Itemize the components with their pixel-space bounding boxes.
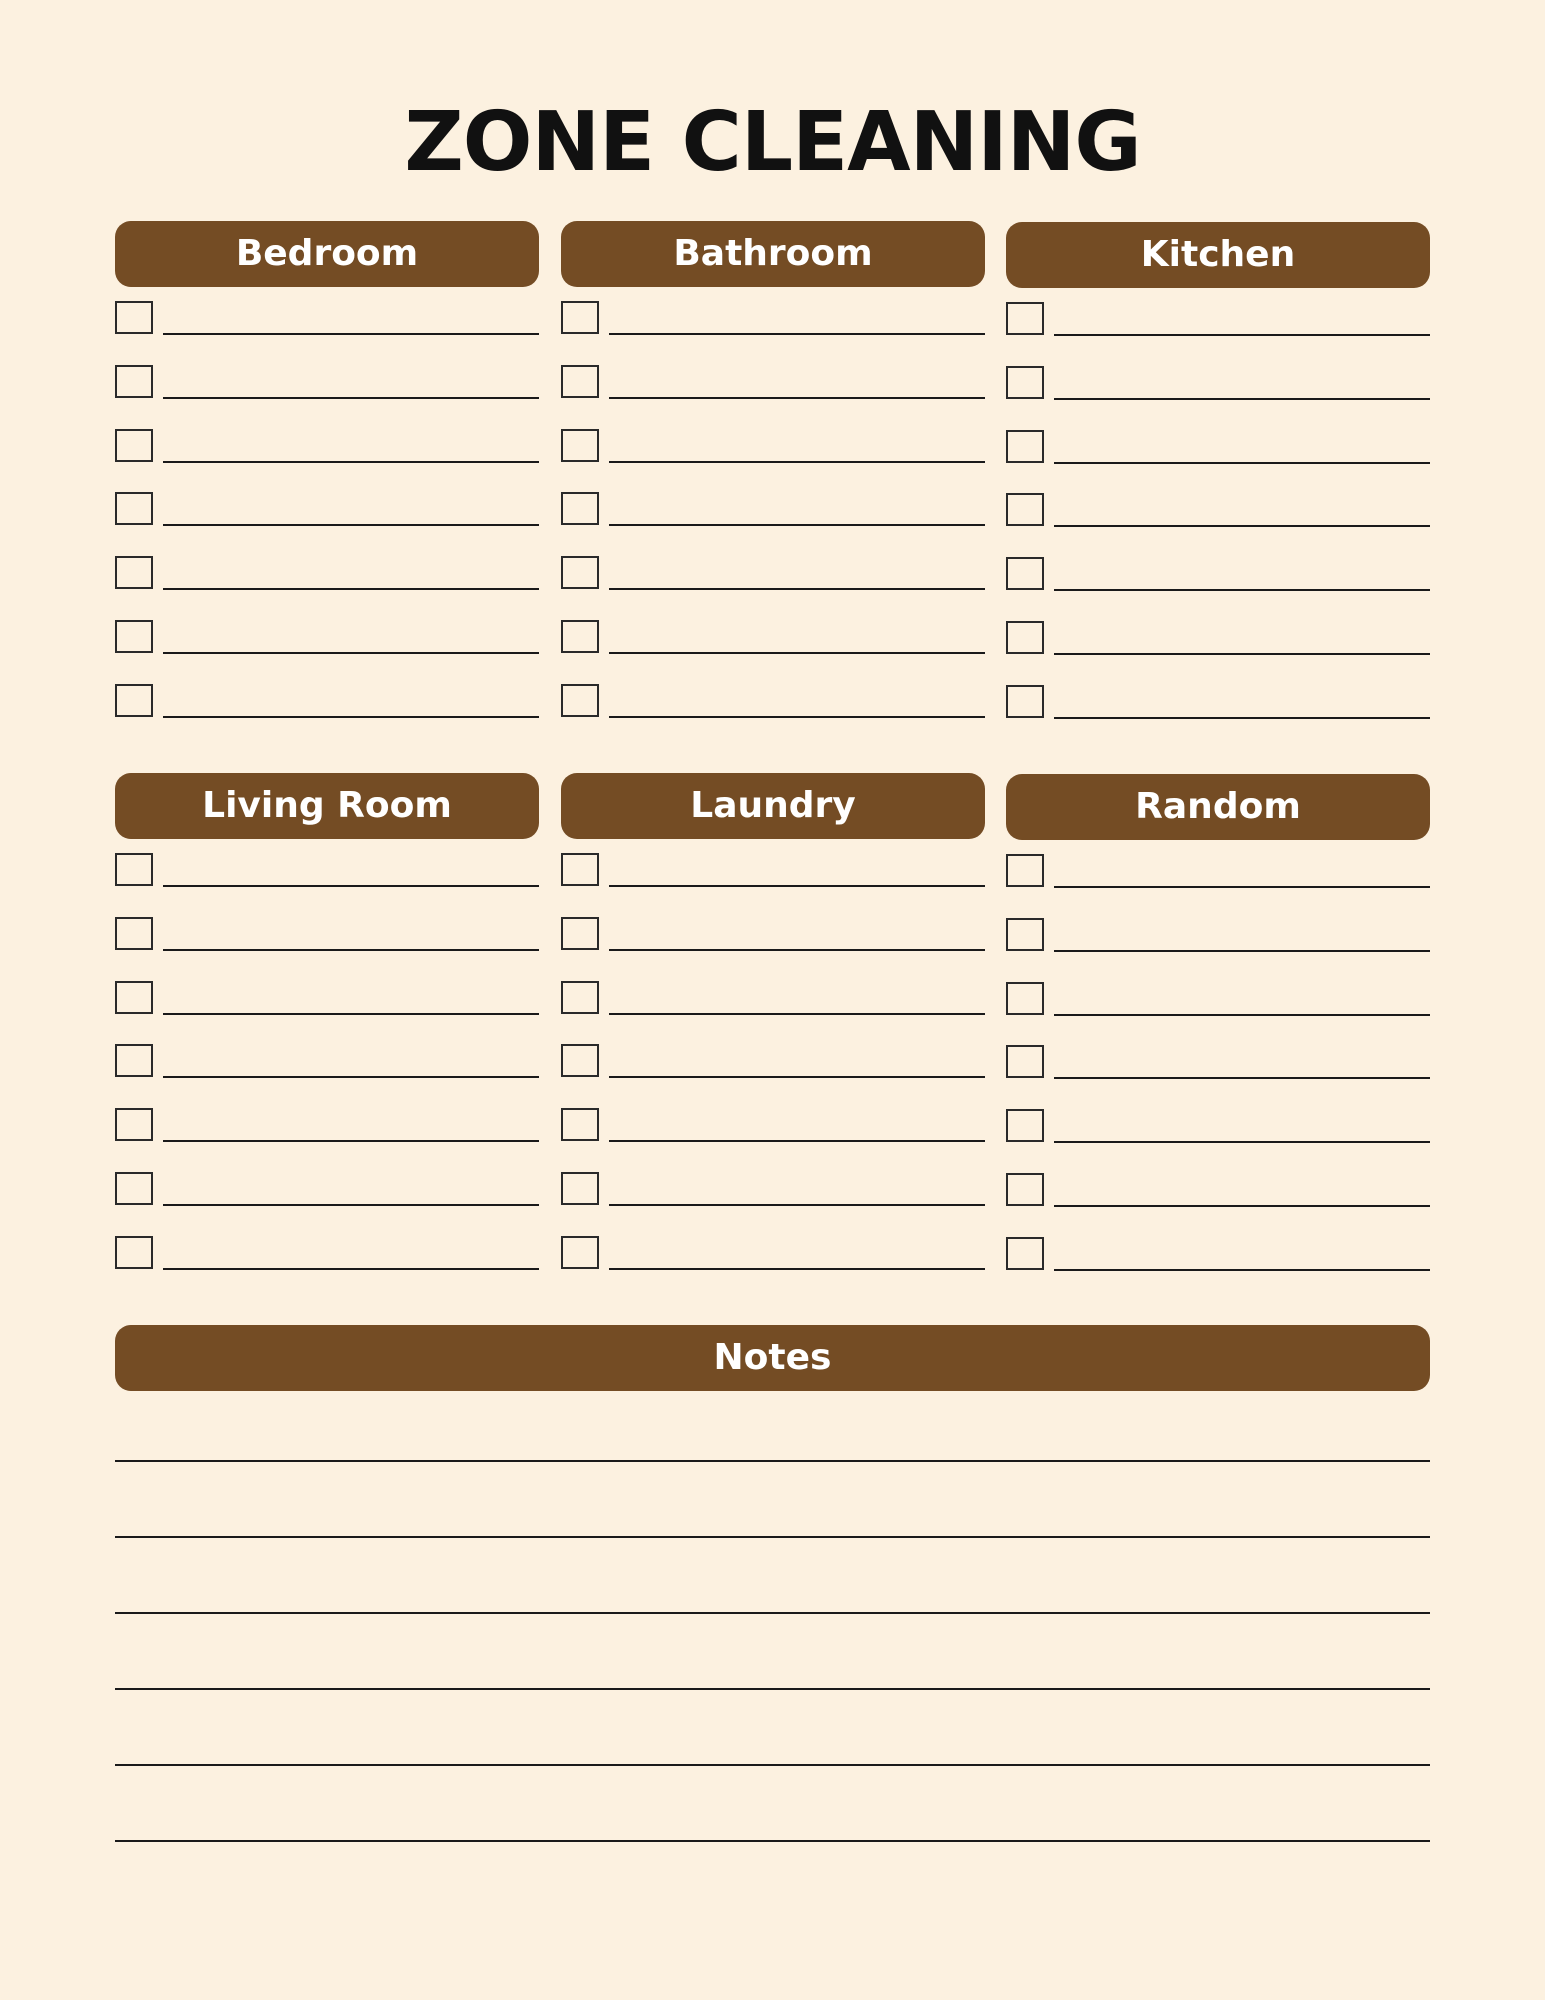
task-line[interactable] <box>1054 462 1430 464</box>
task-checkbox[interactable] <box>115 1108 153 1141</box>
task-checkbox[interactable] <box>561 1044 599 1077</box>
note-line[interactable] <box>115 1612 1430 1614</box>
task-line[interactable] <box>609 1013 985 1015</box>
task-line[interactable] <box>609 885 985 887</box>
zone-header-laundry: Laundry <box>561 773 985 839</box>
zone-living-room <box>115 773 539 839</box>
task-checkbox[interactable] <box>1006 302 1044 335</box>
task-line[interactable] <box>609 1268 985 1270</box>
task-line[interactable] <box>609 1076 985 1078</box>
task-checkbox[interactable] <box>1006 982 1044 1015</box>
task-checkbox[interactable] <box>115 365 153 398</box>
task-checkbox[interactable] <box>115 301 153 334</box>
zone-laundry <box>561 773 985 839</box>
task-checkbox[interactable] <box>1006 430 1044 463</box>
task-checkbox[interactable] <box>115 620 153 653</box>
task-line[interactable] <box>609 652 985 654</box>
task-line[interactable] <box>1054 1205 1430 1207</box>
task-checkbox[interactable] <box>561 917 599 950</box>
task-checkbox[interactable] <box>115 556 153 589</box>
task-line[interactable] <box>163 333 539 335</box>
zone-bathroom <box>561 221 985 287</box>
zone-header-bathroom: Bathroom <box>561 221 985 287</box>
zone-header-bedroom: Bedroom <box>115 221 539 287</box>
note-line[interactable] <box>115 1840 1430 1842</box>
task-line[interactable] <box>163 588 539 590</box>
task-line[interactable] <box>609 588 985 590</box>
notes-lines <box>115 1391 1430 1851</box>
notes-section <box>115 1325 1430 1851</box>
task-line[interactable] <box>609 524 985 526</box>
note-line[interactable] <box>115 1688 1430 1690</box>
task-checkbox[interactable] <box>561 853 599 886</box>
notes-header: Notes <box>115 1325 1430 1391</box>
task-checkbox[interactable] <box>1006 1173 1044 1206</box>
task-checkbox[interactable] <box>115 1044 153 1077</box>
task-line[interactable] <box>609 461 985 463</box>
zone-header-random: Random <box>1006 774 1430 840</box>
task-checkbox[interactable] <box>561 301 599 334</box>
task-checkbox[interactable] <box>561 556 599 589</box>
task-checkbox[interactable] <box>561 365 599 398</box>
task-line[interactable] <box>163 461 539 463</box>
task-line[interactable] <box>609 397 985 399</box>
task-line[interactable] <box>1054 589 1430 591</box>
zone-random <box>1006 774 1430 840</box>
task-checkbox[interactable] <box>1006 854 1044 887</box>
task-checkbox[interactable] <box>561 620 599 653</box>
task-line[interactable] <box>609 949 985 951</box>
task-checkbox[interactable] <box>561 1108 599 1141</box>
task-checkbox[interactable] <box>561 684 599 717</box>
task-checkbox[interactable] <box>115 429 153 462</box>
task-line[interactable] <box>163 716 539 718</box>
task-line[interactable] <box>1054 653 1430 655</box>
task-checkbox[interactable] <box>1006 1109 1044 1142</box>
task-line[interactable] <box>163 1268 539 1270</box>
task-checkbox[interactable] <box>115 492 153 525</box>
zone-header-living-room: Living Room <box>115 773 539 839</box>
task-checkbox[interactable] <box>1006 685 1044 718</box>
task-checkbox[interactable] <box>115 684 153 717</box>
task-line[interactable] <box>163 1013 539 1015</box>
task-checkbox[interactable] <box>561 1236 599 1269</box>
task-line[interactable] <box>609 1140 985 1142</box>
task-checkbox[interactable] <box>1006 366 1044 399</box>
task-line[interactable] <box>163 524 539 526</box>
task-line[interactable] <box>163 1076 539 1078</box>
task-line[interactable] <box>1054 886 1430 888</box>
task-line[interactable] <box>1054 334 1430 336</box>
task-line[interactable] <box>163 1204 539 1206</box>
task-line[interactable] <box>1054 525 1430 527</box>
task-checkbox[interactable] <box>115 853 153 886</box>
task-line[interactable] <box>163 652 539 654</box>
task-line[interactable] <box>1054 950 1430 952</box>
task-checkbox[interactable] <box>1006 918 1044 951</box>
task-line[interactable] <box>163 949 539 951</box>
zone-kitchen <box>1006 222 1430 288</box>
task-line[interactable] <box>1054 1269 1430 1271</box>
task-checkbox[interactable] <box>1006 621 1044 654</box>
task-checkbox[interactable] <box>1006 557 1044 590</box>
task-line[interactable] <box>1054 398 1430 400</box>
task-checkbox[interactable] <box>115 1172 153 1205</box>
task-checkbox[interactable] <box>561 429 599 462</box>
task-checkbox[interactable] <box>115 917 153 950</box>
task-checkbox[interactable] <box>115 981 153 1014</box>
note-line[interactable] <box>115 1460 1430 1462</box>
task-line[interactable] <box>1054 1077 1430 1079</box>
note-line[interactable] <box>115 1764 1430 1766</box>
note-line[interactable] <box>115 1536 1430 1538</box>
task-line[interactable] <box>163 1140 539 1142</box>
task-checkbox[interactable] <box>1006 1045 1044 1078</box>
task-checkbox[interactable] <box>561 1172 599 1205</box>
task-checkbox[interactable] <box>1006 1237 1044 1270</box>
page-title: ZONE CLEANING <box>404 95 1141 190</box>
task-line[interactable] <box>1054 1014 1430 1016</box>
task-line[interactable] <box>609 333 985 335</box>
task-line[interactable] <box>163 885 539 887</box>
zone-bedroom <box>115 221 539 287</box>
task-line[interactable] <box>163 397 539 399</box>
task-checkbox[interactable] <box>561 981 599 1014</box>
task-checkbox[interactable] <box>561 492 599 525</box>
task-line[interactable] <box>609 716 985 718</box>
task-checkbox[interactable] <box>115 1236 153 1269</box>
task-checkbox[interactable] <box>1006 493 1044 526</box>
task-line[interactable] <box>1054 1141 1430 1143</box>
task-line[interactable] <box>609 1204 985 1206</box>
task-line[interactable] <box>1054 717 1430 719</box>
zone-header-kitchen: Kitchen <box>1006 222 1430 288</box>
